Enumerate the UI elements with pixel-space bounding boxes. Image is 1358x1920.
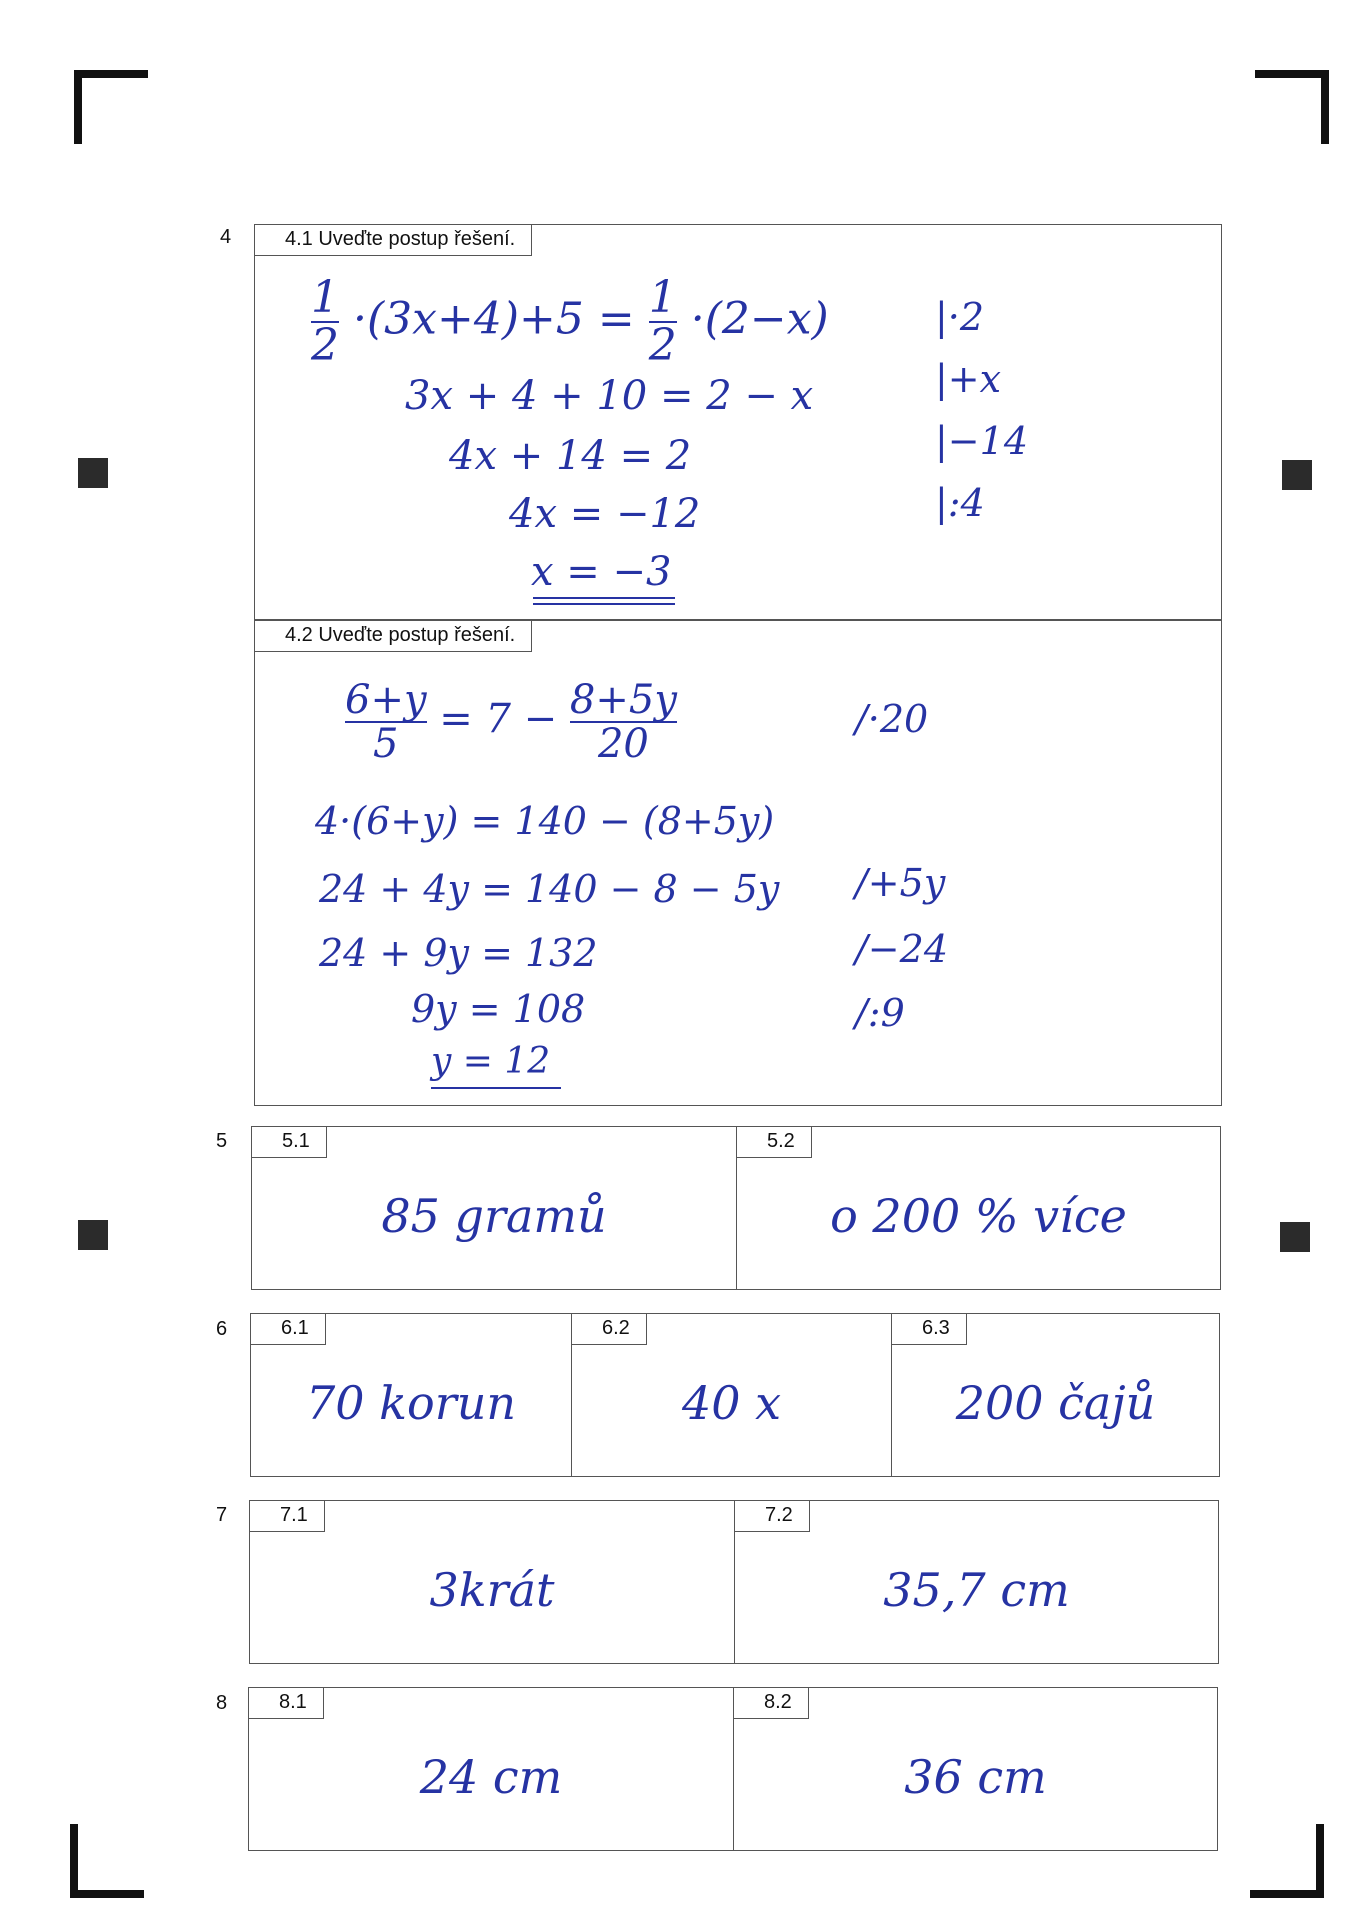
corner-mark-top-right [1255,70,1329,144]
operation-4-2-2: /+5y [855,861,946,905]
registration-square-left-bottom [78,1220,108,1250]
work-4-1-line-4: 4x = −12 [509,491,701,537]
work-4-2-result: y = 12 [431,1041,551,1082]
part-label-6-3: 6.3 [892,1314,967,1345]
part-label-6-2: 6.2 [572,1314,647,1345]
part-label-5-2: 5.2 [737,1127,812,1158]
part-label-4-2: 4.2 Uveďte postup řešení. [255,621,532,652]
work-4-2-line-1: $\frac{6+y}{5}$ = 7 − $\frac{8+5y}{20}$ [345,677,677,767]
answer-row-7 [249,1500,1219,1664]
operation-4-1-1: |·2 [935,295,985,339]
fraction-1: $\frac{6+y}{5}$ [345,677,427,767]
answer-row-5 [251,1126,1221,1290]
answer-row-8 [248,1687,1218,1851]
answer-6-3: 200 čajů [955,1376,1156,1430]
part-label-6-1: 6.1 [251,1314,326,1345]
corner-mark-bottom-left [70,1824,144,1898]
work-4-1-line-2: 3x + 4 + 10 = 2 − x [405,373,814,419]
answer-box-6-2[interactable] [571,1314,891,1476]
answer-8-2: 36 cm [904,1750,1047,1804]
operation-4-1-4: |:4 [935,481,985,525]
question-number-6: 6 [216,1318,228,1340]
answer-box-6-3[interactable] [891,1314,1219,1476]
answer-5-1: 85 gramů [381,1189,607,1243]
answer-box-5-2[interactable] [736,1127,1220,1289]
part-label-8-2: 8.2 [734,1688,809,1719]
question-number-4: 4 [220,226,232,248]
answer-5-2: o 200 % více [830,1189,1127,1243]
work-4-1-result: x = −3 [531,549,672,595]
answer-box-4-1[interactable] [254,224,1222,620]
registration-square-right-bottom [1280,1222,1310,1252]
operation-4-1-3: |−14 [935,419,1028,463]
answer-box-5-1[interactable] [252,1127,736,1289]
work-4-2-line-4: 24 + 9y = 132 [319,931,598,975]
question-number-5: 5 [216,1130,228,1152]
part-label-7-2: 7.2 [735,1501,810,1532]
question-number-8: 8 [216,1692,228,1714]
answer-box-6-1[interactable] [251,1314,571,1476]
answer-7-2: 35,7 cm [883,1563,1070,1617]
answer-7-1: 3krát [429,1563,555,1617]
operation-4-2-4: /:9 [855,991,905,1035]
answer-box-4-2[interactable] [254,620,1222,1106]
work-4-2-line-2: 4·(6+y) = 140 − (8+5y) [315,799,775,843]
answer-6-1: 70 korun [306,1376,516,1430]
corner-mark-bottom-right [1250,1824,1324,1898]
work-4-2-line-3: 24 + 4y = 140 − 8 − 5y [319,867,780,911]
answer-box-7-1[interactable] [250,1501,734,1663]
part-label-5-1: 5.1 [252,1127,327,1158]
work-4-1-line-3: 4x + 14 = 2 [449,433,692,479]
work-4-1-line-1: $\frac{1}{2}$ ·(3x+4)+5 = $\frac{1}{2}$ ·(2−x) [311,272,829,372]
fraction-2: $\frac{1}{2}$ [648,272,677,372]
answer-box-8-1[interactable] [249,1688,733,1850]
operation-4-1-2: |+x [935,357,1002,401]
part-label-8-1: 8.1 [249,1688,324,1719]
answer-8-1: 24 cm [419,1750,563,1804]
registration-square-left-top [78,458,108,488]
registration-square-right-top [1282,460,1312,490]
corner-mark-top-left [74,70,148,144]
part-label-7-1: 7.1 [250,1501,325,1532]
answer-6-2: 40 x [681,1376,782,1430]
operation-4-2-3: /−24 [855,927,948,971]
fraction-1: $\frac{1}{2}$ [311,272,339,372]
part-label-4-1: 4.1 Uveďte postup řešení. [255,225,532,256]
question-number-7: 7 [216,1504,228,1526]
fraction-2: $\frac{8+5y}{20}$ [569,677,677,767]
answer-row-6 [250,1313,1220,1477]
answer-box-7-2[interactable] [734,1501,1218,1663]
work-4-2-line-5: 9y = 108 [411,987,586,1031]
answer-box-8-2[interactable] [733,1688,1217,1850]
operation-4-2-1: /·20 [855,697,929,741]
